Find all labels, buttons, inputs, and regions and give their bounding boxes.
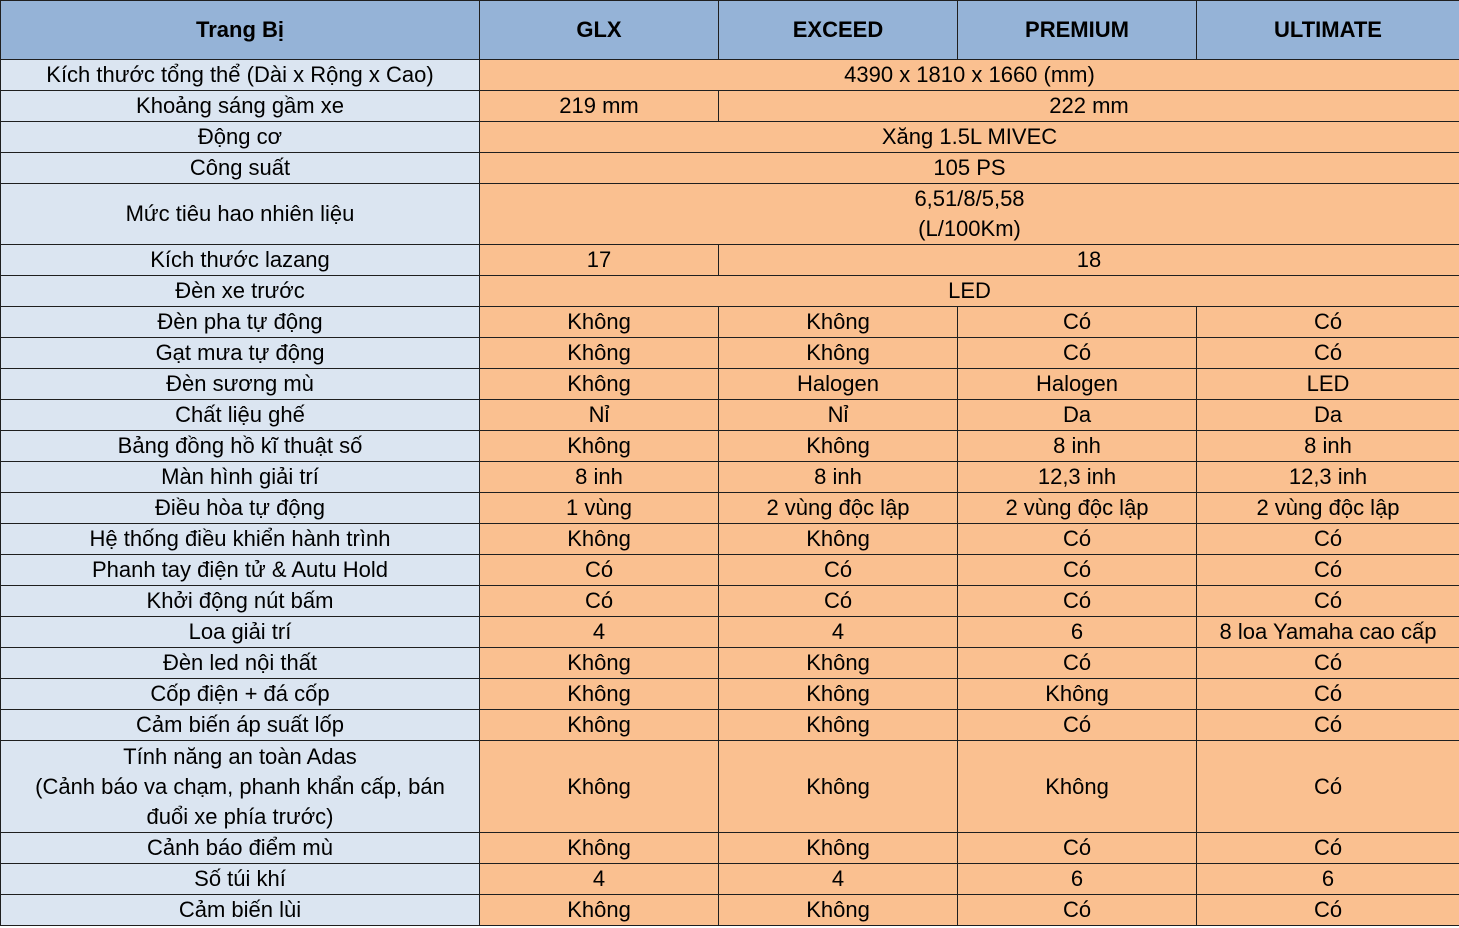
- table-row: [1, 493, 1459, 524]
- feature-label: [1, 184, 480, 245]
- value-cell: [719, 648, 958, 679]
- feature-label: [1, 555, 480, 586]
- value-text: 4: [831, 619, 845, 644]
- value-text: 6: [1321, 866, 1335, 891]
- table-row: [1, 864, 1459, 895]
- feature-label: [1, 864, 480, 895]
- value-text: 8 loa Yamaha cao cấp: [1219, 619, 1437, 644]
- value-cell: [480, 833, 719, 864]
- value-cell: [719, 524, 958, 555]
- feature-label: [1, 679, 480, 710]
- value-cell: [719, 400, 958, 431]
- spec-table-body: [1, 60, 1459, 926]
- table-row: [1, 833, 1459, 864]
- feature-label: [1, 122, 480, 153]
- value-cell: [1197, 462, 1459, 493]
- value-text: Không: [567, 681, 631, 706]
- feature-label-line: đuổi xe phía trước): [146, 803, 334, 829]
- feature-label-line: Đèn led nội thất: [162, 650, 318, 675]
- feature-label-line: Khởi động nút bấm: [146, 588, 334, 613]
- value-text: Có: [1062, 712, 1092, 737]
- feature-label-line: Loa giải trí: [188, 619, 292, 644]
- value-cell: [958, 431, 1197, 462]
- value-text: 17: [586, 247, 612, 272]
- feature-label: [1, 586, 480, 617]
- value-cell: [1197, 617, 1459, 648]
- value-cell: [958, 710, 1197, 741]
- header-variant-premium: PREMIUM: [958, 1, 1197, 60]
- value-cell: [719, 431, 958, 462]
- value-text: Có: [1313, 526, 1343, 551]
- value-cell: [480, 338, 719, 369]
- value-text: Không: [567, 773, 631, 799]
- value-cell: [480, 91, 719, 122]
- value-cell: [719, 864, 958, 895]
- value-text: Không: [806, 340, 870, 365]
- value-text: 4: [831, 866, 845, 891]
- value-text: Có: [1062, 835, 1092, 860]
- value-text: Không: [567, 526, 631, 551]
- value-text: Có: [1313, 681, 1343, 706]
- value-text: (L/100Km): [918, 216, 1021, 241]
- feature-label-line: Tính năng an toàn Adas: [123, 743, 357, 769]
- value-text: Có: [1313, 897, 1343, 922]
- value-text: 4: [592, 619, 606, 644]
- feature-label-line: Công suất: [189, 155, 291, 180]
- value-text: Không: [1045, 681, 1109, 706]
- feature-label-line: Gạt mưa tự động: [155, 340, 325, 365]
- value-text: 219 mm: [559, 93, 639, 118]
- value-cell: [1197, 493, 1459, 524]
- value-cell: [719, 833, 958, 864]
- feature-label-line: Màn hình giải trí: [161, 464, 319, 489]
- feature-label: [1, 400, 480, 431]
- value-text: LED: [948, 278, 991, 303]
- value-cell: [1197, 833, 1459, 864]
- value-cell: [1197, 524, 1459, 555]
- value-cell: [719, 617, 958, 648]
- value-text: 6,51/8/5,58: [914, 186, 1025, 211]
- feature-label-line: Chất liệu ghế: [175, 402, 305, 427]
- value-text: 18: [1076, 247, 1102, 272]
- value-cell: [719, 493, 958, 524]
- value-text: Không: [567, 897, 631, 922]
- value-cell: [719, 710, 958, 741]
- value-text: 2 vùng độc lập: [1256, 495, 1400, 520]
- value-text: Nỉ: [827, 402, 849, 427]
- value-cell: [480, 648, 719, 679]
- value-cell: [958, 895, 1197, 926]
- feature-label: [1, 741, 480, 833]
- value-cell: [480, 555, 719, 586]
- feature-label-line: Phanh tay điện tử & Autu Hold: [91, 557, 389, 582]
- feature-label: [1, 91, 480, 122]
- feature-label: [1, 617, 480, 648]
- value-text: Có: [1062, 309, 1092, 334]
- table-row: [1, 184, 1459, 245]
- value-cell: [719, 741, 958, 833]
- value-text: Không: [567, 650, 631, 675]
- feature-label-line: Cảm biến lùi: [178, 897, 302, 922]
- value-cell: [480, 369, 719, 400]
- feature-label: [1, 369, 480, 400]
- table-row: [1, 91, 1459, 122]
- feature-label-line: Cảnh báo điểm mù: [147, 835, 333, 860]
- value-text: Không: [806, 433, 870, 458]
- value-text: 4390 x 1810 x 1660 (mm): [844, 62, 1095, 87]
- value-cell: [1197, 741, 1459, 833]
- value-cell: [719, 369, 958, 400]
- table-row: [1, 431, 1459, 462]
- value-cell: [719, 895, 958, 926]
- value-text: Không: [567, 340, 631, 365]
- table-row: [1, 369, 1459, 400]
- value-text: Không: [567, 371, 631, 396]
- feature-label: [1, 431, 480, 462]
- feature-label-line: (Cảnh báo va chạm, phanh khẩn cấp, bán: [35, 773, 445, 799]
- feature-label-line: Điều hòa tự động: [154, 495, 326, 520]
- value-text: 8 inh: [575, 464, 623, 489]
- table-row: [1, 710, 1459, 741]
- value-cell: [719, 586, 958, 617]
- value-cell: [480, 617, 719, 648]
- value-cell: [480, 184, 1459, 245]
- value-cell: [958, 307, 1197, 338]
- header-feature: Trang Bị: [1, 1, 480, 60]
- value-cell: [958, 400, 1197, 431]
- value-text: Có: [1062, 588, 1092, 613]
- value-text: Không: [806, 309, 870, 334]
- value-text: Có: [1062, 557, 1092, 582]
- feature-label: [1, 493, 480, 524]
- value-text: 8 inh: [1304, 433, 1352, 458]
- value-text: Không: [567, 712, 631, 737]
- value-text: Không: [806, 773, 870, 799]
- value-cell: [1197, 338, 1459, 369]
- feature-label-line: Đèn sương mù: [166, 371, 314, 396]
- value-text: Có: [584, 588, 614, 613]
- feature-label: [1, 276, 480, 307]
- value-cell: [1197, 369, 1459, 400]
- value-cell: [1197, 895, 1459, 926]
- feature-label-line: Kích thước tổng thể (Dài x Rộng x Cao): [46, 62, 434, 87]
- value-cell: [480, 307, 719, 338]
- feature-label-line: Đèn xe trước: [175, 278, 305, 303]
- value-cell: [719, 307, 958, 338]
- value-cell: [1197, 307, 1459, 338]
- value-text: Không: [1045, 773, 1109, 799]
- value-text: Halogen: [1036, 371, 1118, 396]
- value-cell: [958, 741, 1197, 833]
- value-text: Có: [1313, 835, 1343, 860]
- feature-label-line: Bảng đồng hồ kĩ thuật số: [117, 433, 363, 458]
- feature-label: [1, 307, 480, 338]
- value-cell: [1197, 648, 1459, 679]
- feature-label-line: Số túi khí: [194, 866, 286, 891]
- value-cell: [1197, 864, 1459, 895]
- value-cell: [958, 338, 1197, 369]
- value-text: 1 vùng: [565, 495, 633, 520]
- value-text: Da: [1062, 402, 1092, 427]
- value-cell: [480, 431, 719, 462]
- value-text: Không: [806, 681, 870, 706]
- feature-label: [1, 710, 480, 741]
- value-cell: [480, 245, 719, 276]
- value-text: Có: [1313, 650, 1343, 675]
- value-text: Có: [1313, 340, 1343, 365]
- value-text: Không: [806, 897, 870, 922]
- value-cell: [480, 400, 719, 431]
- value-cell: [480, 586, 719, 617]
- value-text: Có: [1313, 588, 1343, 613]
- table-row: [1, 400, 1459, 431]
- table-row: [1, 462, 1459, 493]
- value-cell: [480, 153, 1459, 184]
- feature-label: [1, 60, 480, 91]
- value-cell: [958, 586, 1197, 617]
- value-text: 6: [1070, 619, 1084, 644]
- value-cell: [480, 864, 719, 895]
- value-text: 4: [592, 866, 606, 891]
- value-cell: [719, 245, 1459, 276]
- value-cell: [480, 741, 719, 833]
- value-cell: [958, 833, 1197, 864]
- table-row: [1, 122, 1459, 153]
- value-text: Không: [567, 433, 631, 458]
- table-row: [1, 679, 1459, 710]
- value-text: Có: [1313, 309, 1343, 334]
- value-text: Có: [823, 557, 853, 582]
- value-cell: [719, 679, 958, 710]
- value-cell: [958, 617, 1197, 648]
- value-cell: [958, 679, 1197, 710]
- feature-label-line: Đèn pha tự động: [157, 309, 323, 334]
- value-text: Không: [806, 650, 870, 675]
- value-text: Có: [1062, 526, 1092, 551]
- value-cell: [1197, 679, 1459, 710]
- value-cell: [480, 122, 1459, 153]
- feature-label-line: Khoảng sáng gầm xe: [136, 93, 344, 118]
- value-text: Có: [1313, 773, 1343, 799]
- value-text: Có: [1313, 712, 1343, 737]
- value-text: Có: [584, 557, 614, 582]
- table-row: [1, 586, 1459, 617]
- feature-label: [1, 338, 480, 369]
- table-row: [1, 276, 1459, 307]
- value-text: Có: [1062, 650, 1092, 675]
- feature-label: [1, 153, 480, 184]
- value-cell: [719, 555, 958, 586]
- value-text: 2 vùng độc lập: [766, 495, 910, 520]
- feature-label: [1, 895, 480, 926]
- value-cell: [958, 555, 1197, 586]
- table-row: [1, 153, 1459, 184]
- feature-label-line: Cảm biến áp suất lốp: [136, 712, 344, 737]
- table-row: [1, 245, 1459, 276]
- value-cell: [480, 679, 719, 710]
- value-cell: [480, 895, 719, 926]
- table-row: [1, 338, 1459, 369]
- value-text: 2 vùng độc lập: [1005, 495, 1149, 520]
- value-text: LED: [1306, 371, 1350, 396]
- value-cell: [958, 648, 1197, 679]
- header-variant-exceed: EXCEED: [719, 1, 958, 60]
- value-text: Có: [1062, 340, 1092, 365]
- table-row: [1, 524, 1459, 555]
- value-cell: [480, 462, 719, 493]
- value-cell: [958, 524, 1197, 555]
- value-text: 12,3 inh: [1288, 464, 1368, 489]
- table-row: [1, 895, 1459, 926]
- value-cell: [719, 462, 958, 493]
- feature-label-line: Kích thước lazang: [150, 247, 330, 272]
- table-row: [1, 307, 1459, 338]
- table-row: [1, 60, 1459, 91]
- feature-label-line: Hệ thống điều khiển hành trình: [89, 526, 391, 551]
- value-text: 105 PS: [933, 155, 1006, 180]
- value-cell: [480, 524, 719, 555]
- header-row: [1, 1, 1459, 60]
- feature-label: [1, 245, 480, 276]
- value-cell: [1197, 586, 1459, 617]
- value-text: 222 mm: [1049, 93, 1129, 118]
- value-cell: [480, 710, 719, 741]
- table-row: [1, 648, 1459, 679]
- value-text: Nỉ: [588, 402, 610, 427]
- value-text: Không: [806, 526, 870, 551]
- value-text: 12,3 inh: [1037, 464, 1117, 489]
- value-cell: [958, 493, 1197, 524]
- value-text: Không: [806, 712, 870, 737]
- value-text: 6: [1070, 866, 1084, 891]
- value-text: 8 inh: [1053, 433, 1101, 458]
- value-cell: [1197, 431, 1459, 462]
- table-row: [1, 555, 1459, 586]
- value-cell: [1197, 555, 1459, 586]
- value-cell: [958, 369, 1197, 400]
- value-text: Xăng 1.5L MIVEC: [881, 124, 1058, 149]
- value-text: Da: [1313, 402, 1343, 427]
- value-cell: [480, 493, 719, 524]
- value-text: Halogen: [797, 371, 879, 396]
- value-text: Có: [823, 588, 853, 613]
- feature-label-line: Cốp điện + đá cốp: [150, 681, 330, 706]
- feature-label-line: Động cơ: [197, 124, 283, 149]
- value-cell: [480, 276, 1459, 307]
- value-text: Không: [806, 835, 870, 860]
- feature-label: [1, 833, 480, 864]
- value-cell: [958, 864, 1197, 895]
- feature-label: [1, 648, 480, 679]
- value-cell: [1197, 400, 1459, 431]
- value-text: 8 inh: [814, 464, 862, 489]
- value-cell: [719, 91, 1459, 122]
- value-text: Không: [567, 309, 631, 334]
- value-cell: [958, 462, 1197, 493]
- value-cell: [480, 60, 1459, 91]
- feature-label-line: Mức tiêu hao nhiên liệu: [125, 201, 355, 226]
- feature-label: [1, 462, 480, 493]
- header-variant-glx: GLX: [480, 1, 719, 60]
- value-cell: [1197, 710, 1459, 741]
- table-row: [1, 741, 1459, 833]
- feature-label: [1, 524, 480, 555]
- value-text: Có: [1062, 897, 1092, 922]
- value-text: Không: [567, 835, 631, 860]
- value-text: Có: [1313, 557, 1343, 582]
- table-row: [1, 617, 1459, 648]
- header-variant-ultimate: ULTIMATE: [1197, 1, 1459, 60]
- value-cell: [719, 338, 958, 369]
